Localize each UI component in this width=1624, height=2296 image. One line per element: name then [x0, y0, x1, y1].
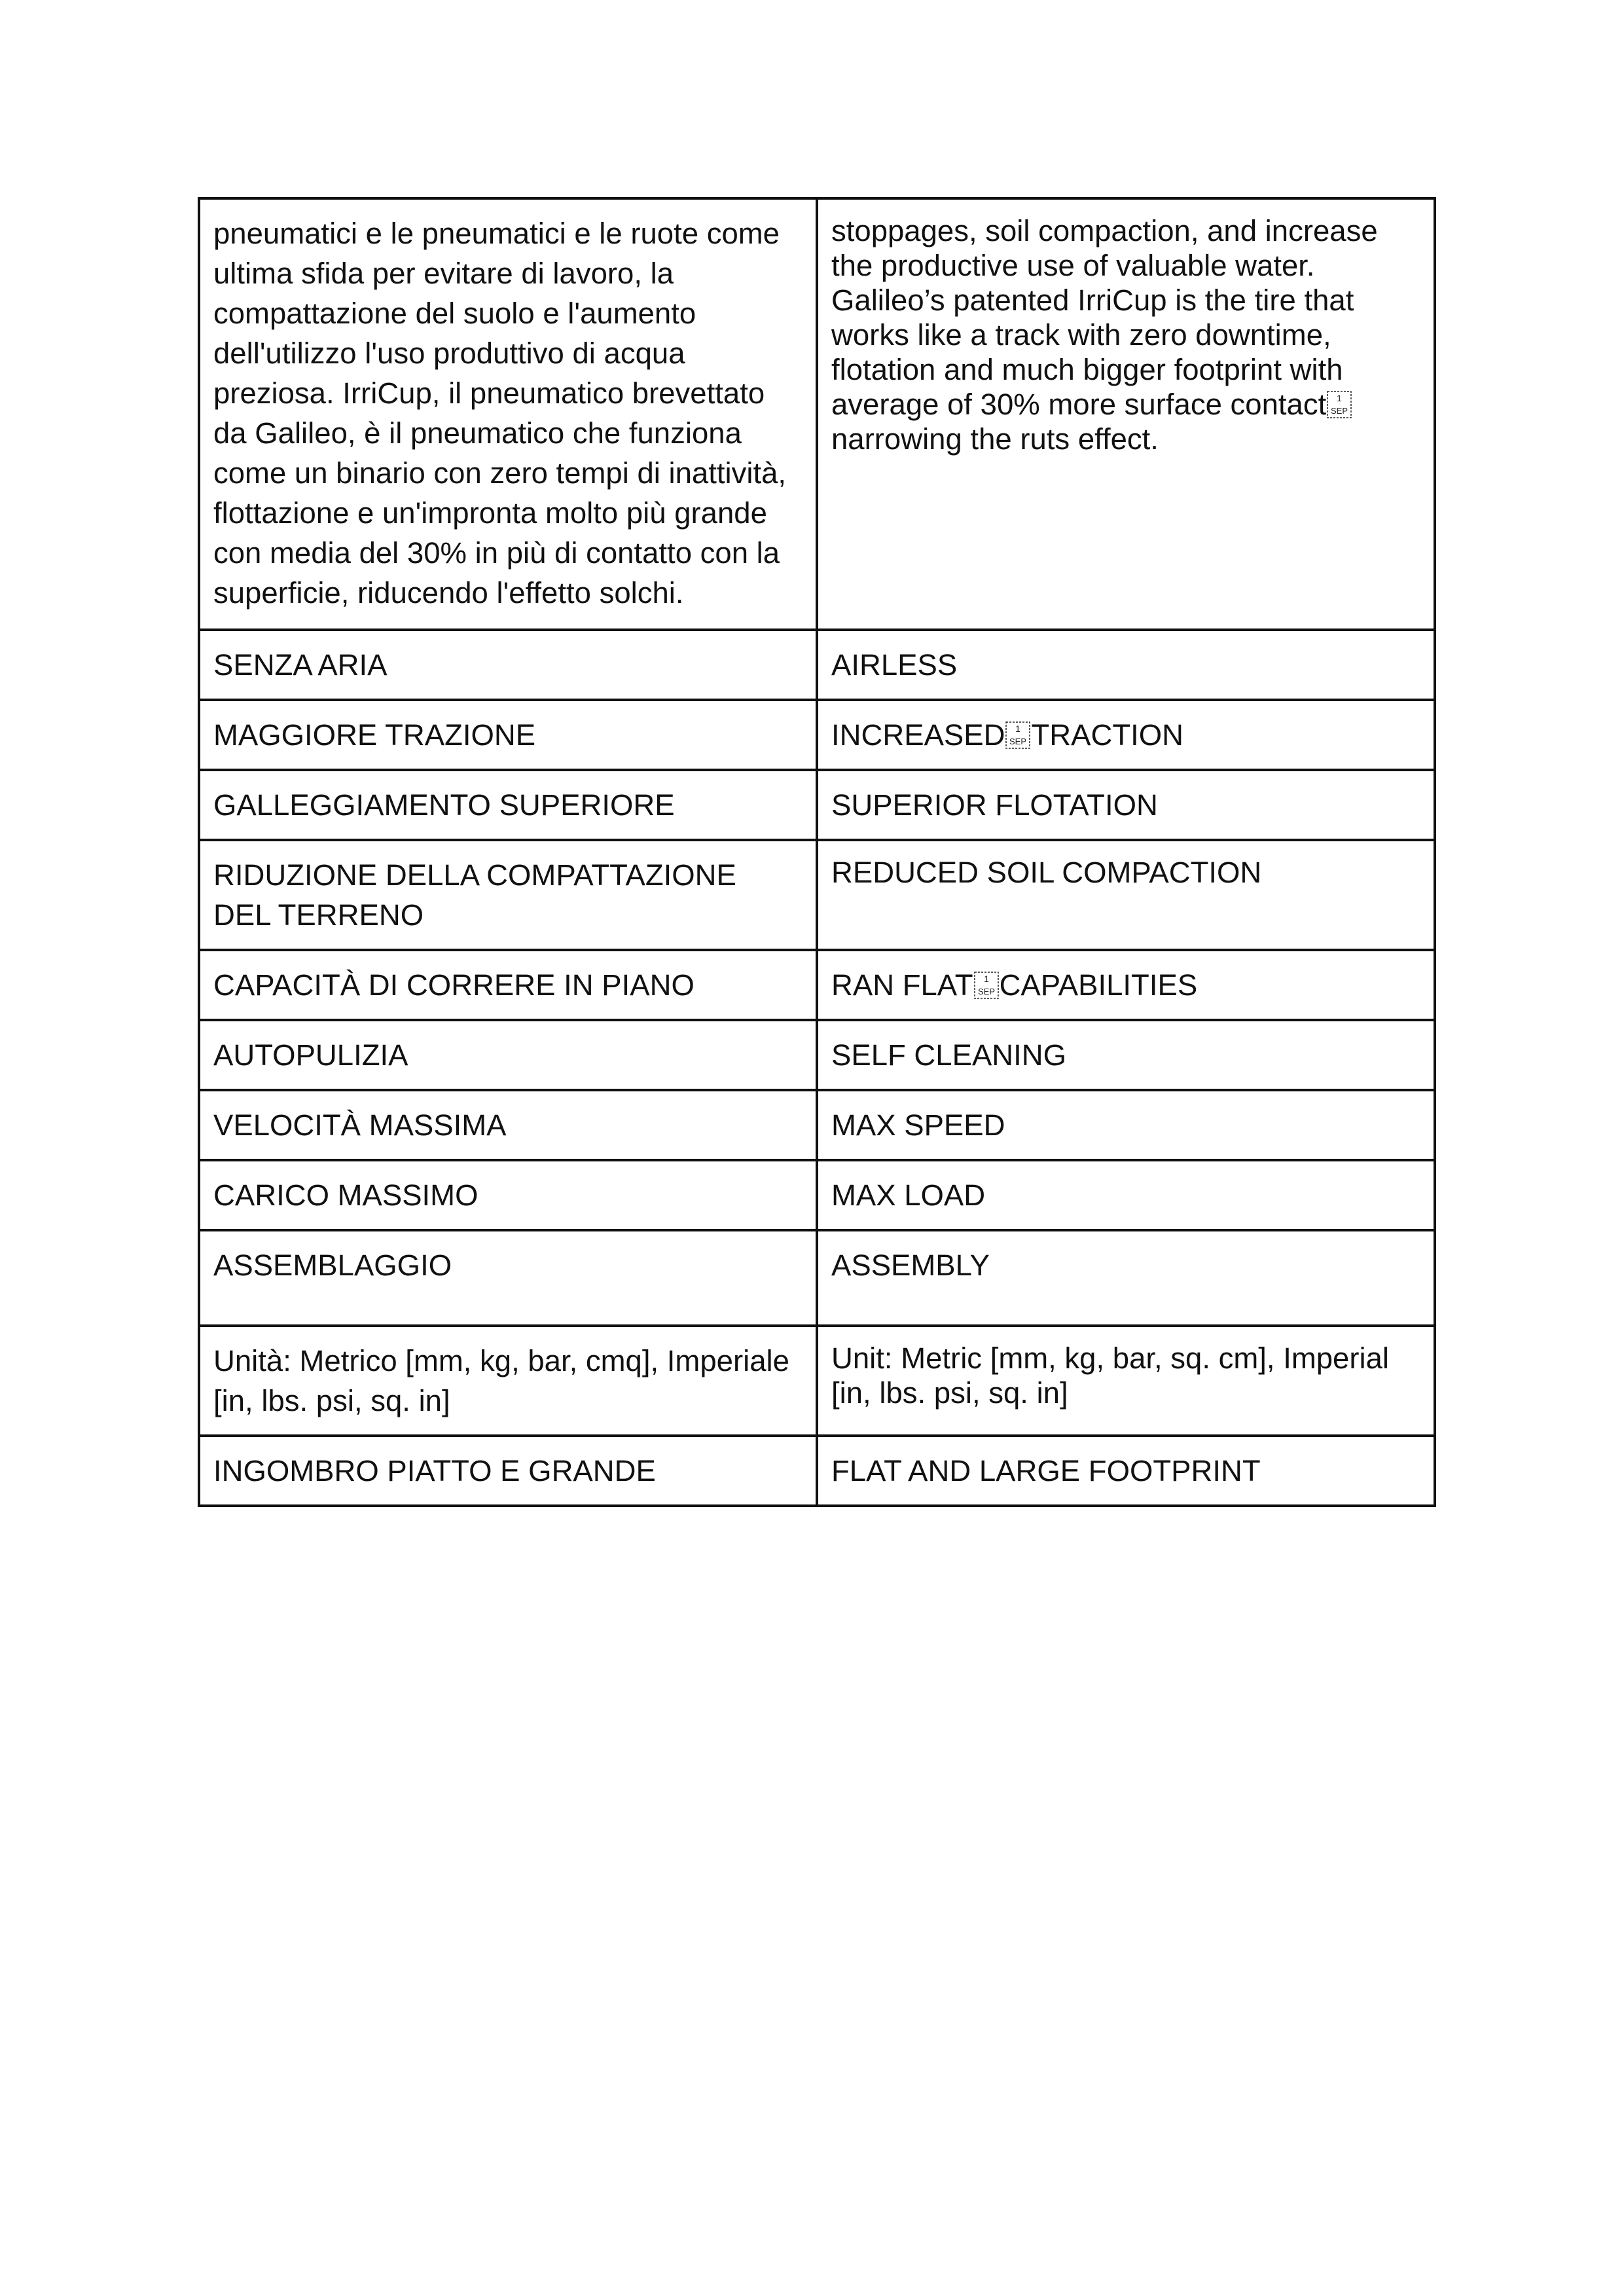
english-text: CAPABILITIES — [999, 968, 1198, 1002]
separator-bottom-text: SEP — [1009, 737, 1027, 746]
separator-top-text: 1 — [1337, 393, 1343, 403]
italian-cell: VELOCITÀ MASSIMA — [199, 1090, 817, 1160]
italian-cell: ASSEMBLAGGIO — [199, 1230, 817, 1326]
english-cell: ASSEMBLY — [817, 1230, 1435, 1326]
table-row — [199, 950, 1435, 1020]
separator-bottom-text: SEP — [977, 987, 995, 996]
english-text: narrowing the ruts effect. — [831, 422, 1159, 456]
separator-top-text: 1 — [983, 974, 989, 984]
table-row — [199, 1230, 1435, 1326]
italian-cell: SENZA ARIA — [199, 630, 817, 700]
translation-table — [198, 197, 1436, 1507]
english-text: stoppages, soil compaction, and increase the productive use of valuable water. Galileo’s patented IrriCup is the tire that works like a track with zero downtime, flotation and much bigger footprint with average of 30% more surface contact — [831, 214, 1378, 421]
separator-icon — [974, 972, 999, 999]
table-row — [199, 1090, 1435, 1160]
table-row — [199, 198, 1435, 630]
english-cell: MAX LOAD — [817, 1160, 1435, 1230]
separator-top-text: 1 — [1015, 723, 1021, 734]
english-cell: SUPERIOR FLOTATION — [817, 770, 1435, 840]
italian-cell: Unità: Metrico [mm, kg, bar, cmq], Imperiale [in, lbs. psi, sq. in] — [199, 1326, 817, 1436]
table-row — [199, 1326, 1435, 1436]
english-cell: AIRLESS — [817, 630, 1435, 700]
english-cell — [817, 950, 1435, 1020]
table-row — [199, 1436, 1435, 1506]
english-cell: Unit: Metric [mm, kg, bar, sq. cm], Imperial [in, lbs. psi, sq. in] — [817, 1326, 1435, 1436]
table-row — [199, 770, 1435, 840]
english-cell: REDUCED SOIL COMPACTION — [817, 840, 1435, 950]
italian-cell: AUTOPULIZIA — [199, 1020, 817, 1090]
english-cell — [817, 198, 1435, 630]
italian-cell: pneumatici e le pneumatici e le ruote come ultima sfida per evitare di lavoro, la compattazione del suolo e l'aumento dell'utilizzo l'uso produttivo di acqua preziosa. IrriCup, il pneumatico brevettato da Galileo, è il pneumatico che funziona come un binario con zero tempi di inattività, flottazione e un'impronta molto più grande con media del 30% in più di contatto con la superficie, riducendo l'effetto solchi. — [199, 198, 817, 630]
table-row — [199, 630, 1435, 700]
separator-bottom-text: SEP — [1331, 406, 1348, 416]
italian-cell: CAPACITÀ DI CORRERE IN PIANO — [199, 950, 817, 1020]
english-cell: FLAT AND LARGE FOOTPRINT — [817, 1436, 1435, 1506]
english-text: TRACTION — [1031, 718, 1184, 752]
italian-cell: CARICO MASSIMO — [199, 1160, 817, 1230]
separator-icon — [1005, 721, 1030, 749]
separator-icon — [1327, 391, 1352, 418]
english-cell: SELF CLEANING — [817, 1020, 1435, 1090]
english-cell: MAX SPEED — [817, 1090, 1435, 1160]
english-cell — [817, 700, 1435, 770]
italian-cell: RIDUZIONE DELLA COMPATTAZIONE DEL TERRENO — [199, 840, 817, 950]
italian-cell: INGOMBRO PIATTO E GRANDE — [199, 1436, 817, 1506]
table-row — [199, 840, 1435, 950]
english-text: RAN FLAT — [831, 968, 973, 1002]
table-row — [199, 700, 1435, 770]
table-row — [199, 1020, 1435, 1090]
italian-cell: GALLEGGIAMENTO SUPERIORE — [199, 770, 817, 840]
italian-cell: MAGGIORE TRAZIONE — [199, 700, 817, 770]
english-text: INCREASED — [831, 718, 1005, 752]
table-row — [199, 1160, 1435, 1230]
